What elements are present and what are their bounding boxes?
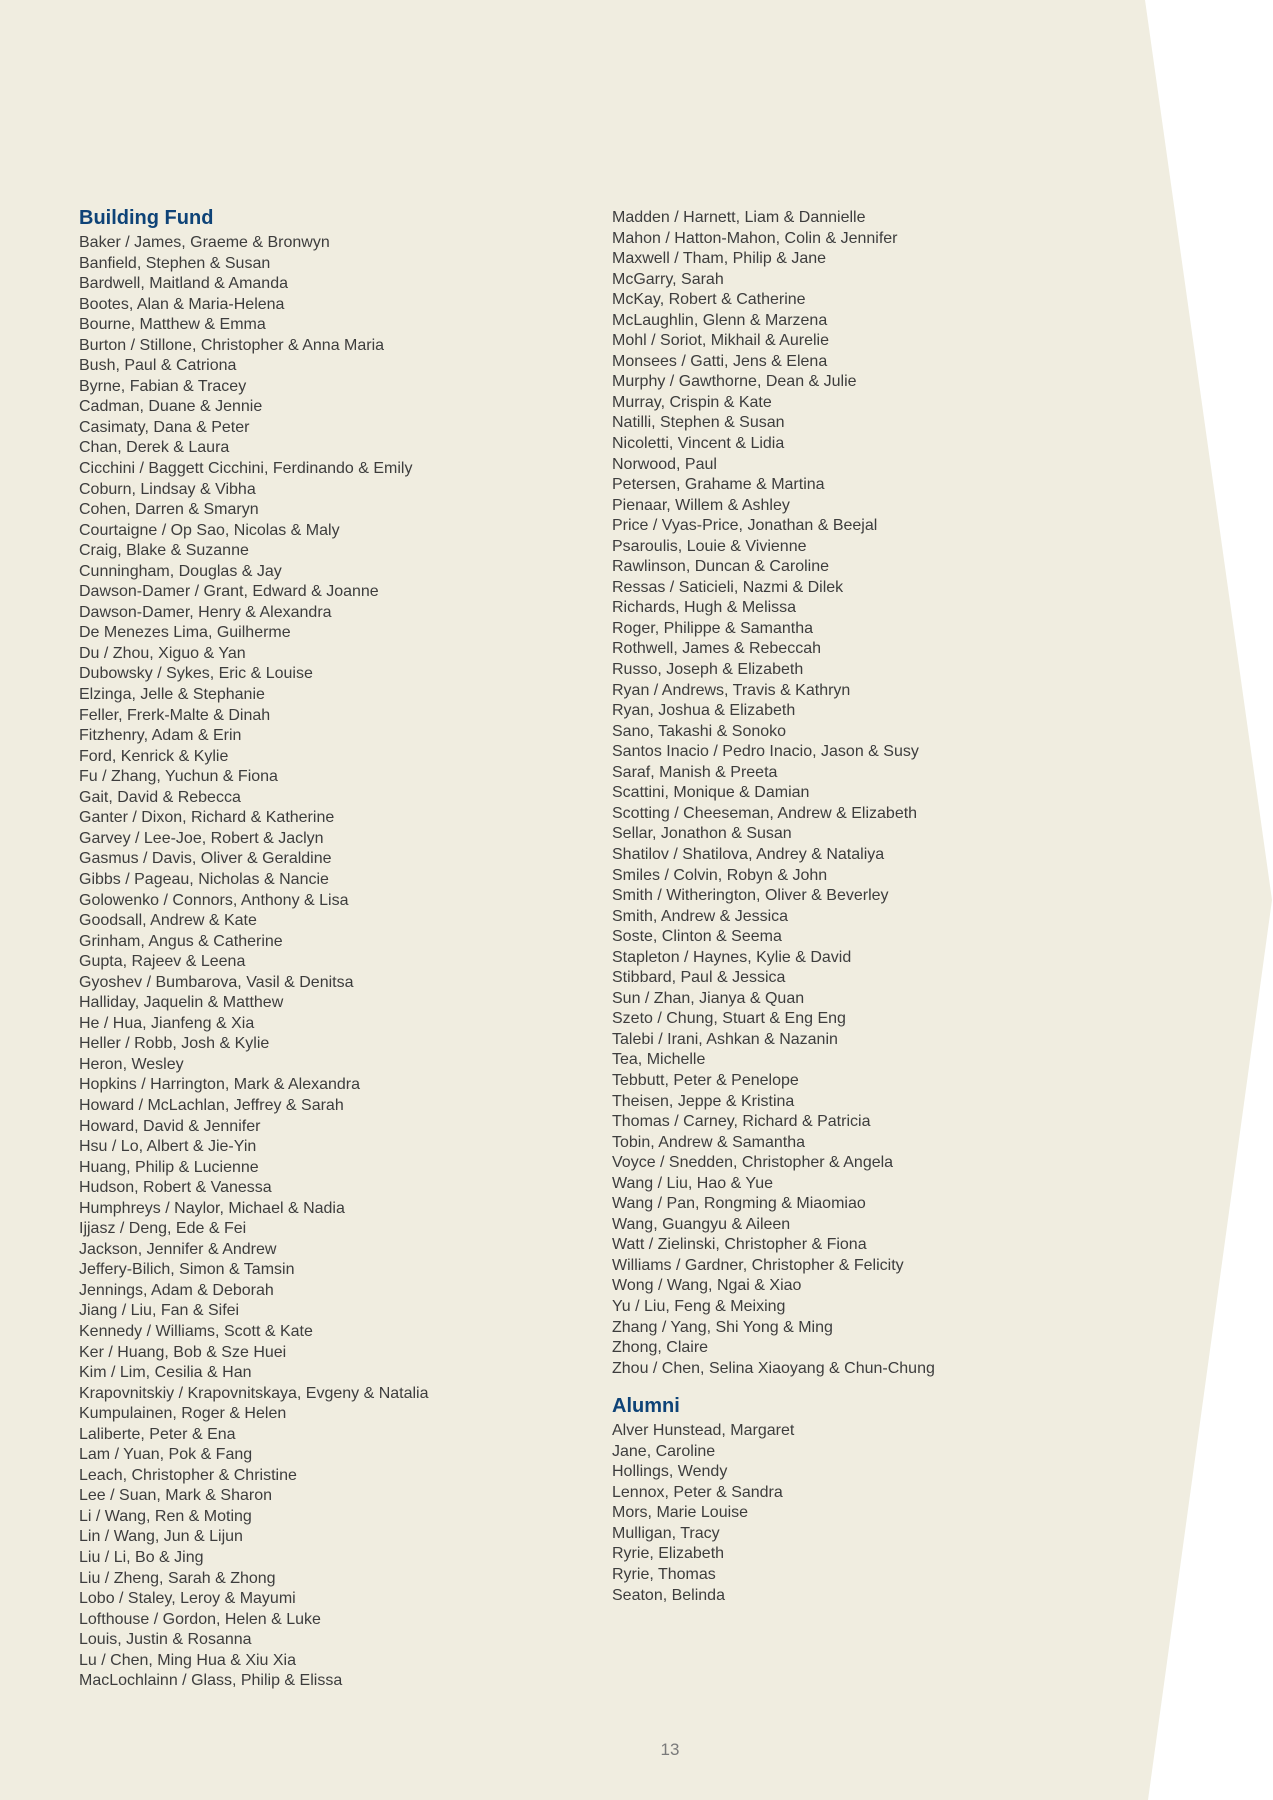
donor-name: Stapleton / Haynes, Kylie & David	[612, 948, 852, 966]
donor-name: Alver Hunstead, Margaret	[612, 1422, 795, 1440]
donor-name: Bootes, Alan & Maria-Helena	[79, 295, 285, 313]
donor-name: Saraf, Manish & Preeta	[612, 763, 778, 781]
donor-name: Smith / Witherington, Oliver & Beverley	[612, 887, 889, 905]
donor-name: Cicchini / Baggett Cicchini, Ferdinando & Emily	[79, 460, 413, 478]
donor-name: Maxwell / Tham, Philip & Jane	[612, 250, 827, 268]
donor-name: Norwood, Paul	[612, 455, 717, 473]
donor-name: Bourne, Matthew & Emma	[79, 316, 266, 334]
donor-name: Humphreys / Naylor, Michael & Nadia	[79, 1199, 345, 1217]
donor-name: Dubowsky / Sykes, Eric & Louise	[79, 665, 313, 683]
donor-name: Ryrie, Elizabeth	[612, 1545, 725, 1563]
donor-name: Casimaty, Dana & Peter	[79, 418, 250, 436]
donor-name: Gyoshev / Bumbarova, Vasil & Denitsa	[79, 973, 354, 991]
donor-name: Chan, Derek & Laura	[79, 439, 230, 457]
donor-name: Williams / Gardner, Christopher & Felicity	[612, 1256, 904, 1274]
donor-name: Lofthouse / Gordon, Helen & Luke	[79, 1610, 321, 1628]
donor-name: Scotting / Cheeseman, Andrew & Elizabeth	[612, 804, 918, 822]
donor-name: Mulligan, Tracy	[612, 1524, 720, 1542]
donor-name: Santos Inacio / Pedro Inacio, Jason & Susy	[612, 743, 919, 761]
donor-name: Hsu / Lo, Albert & Jie-Yin	[79, 1138, 257, 1156]
donor-name: Banfield, Stephen & Susan	[79, 254, 271, 272]
donor-name: Zhou / Chen, Selina Xiaoyang & Chun-Chung	[612, 1359, 935, 1377]
donor-name: Stibbard, Paul & Jessica	[612, 969, 786, 987]
donor-name: Zhong, Claire	[612, 1339, 709, 1357]
donor-name: Petersen, Grahame & Martina	[612, 476, 825, 494]
donor-name: Cadman, Duane & Jennie	[79, 398, 263, 416]
donor-name: Murphy / Gawthorne, Dean & Julie	[612, 373, 857, 391]
donor-name: Kumpulainen, Roger & Helen	[79, 1405, 287, 1423]
donor-name: Price / Vyas-Price, Jonathan & Beejal	[612, 517, 878, 535]
donor-name: Nicoletti, Vincent & Lidia	[612, 435, 785, 453]
building-fund-list-left	[79, 233, 599, 1692]
donor-name: Dawson-Damer / Grant, Edward & Joanne	[79, 583, 379, 601]
donor-name: Craig, Blake & Suzanne	[79, 542, 249, 560]
donor-name: Jiang / Liu, Fan & Sifei	[79, 1302, 240, 1320]
donor-name: Gasmus / Davis, Oliver & Geraldine	[79, 850, 332, 868]
donor-name: Tobin, Andrew & Samantha	[612, 1133, 806, 1151]
donor-name: Yu / Liu, Feng & Meixing	[612, 1297, 786, 1315]
donor-name: Ganter / Dixon, Richard & Katherine	[79, 809, 335, 827]
donor-name: MacLochlainn / Glass, Philip & Elissa	[79, 1672, 343, 1690]
donor-name: Grinham, Angus & Catherine	[79, 932, 283, 950]
donor-name: Jeffery-Bilich, Simon & Tamsin	[79, 1261, 295, 1279]
donor-name: Feller, Frerk-Malte & Dinah	[79, 706, 271, 724]
donor-name: Lobo / Staley, Leroy & Mayumi	[79, 1590, 296, 1608]
donor-name: Russo, Joseph & Elizabeth	[612, 661, 804, 679]
left-column	[79, 205, 599, 1692]
donor-name: Talebi / Irani, Ashkan & Nazanin	[612, 1030, 838, 1048]
donor-name: Liu / Li, Bo & Jing	[79, 1549, 204, 1566]
donor-name: Rawlinson, Duncan & Caroline	[612, 558, 829, 576]
donor-name: Soste, Clinton & Seema	[612, 928, 782, 946]
donor-name: Baker / James, Graeme & Bronwyn	[79, 234, 330, 251]
donor-name: Tea, Michelle	[612, 1051, 706, 1069]
donor-name: Ressas / Saticieli, Nazmi & Dilek	[612, 578, 844, 596]
donor-name: Mahon / Hatton-Mahon, Colin & Jennifer	[612, 229, 898, 247]
donor-name: Natilli, Stephen & Susan	[612, 414, 785, 432]
donor-name: Burton / Stillone, Christopher & Anna Maria	[79, 336, 385, 354]
donor-name: Ker / Huang, Bob & Sze Huei	[79, 1343, 287, 1361]
donor-name: Byrne, Fabian & Tracey	[79, 377, 247, 395]
donor-name: Fitzhenry, Adam & Erin	[79, 727, 242, 745]
donor-name: Dawson-Damer, Henry & Alexandra	[79, 603, 332, 621]
donor-name: Hollings, Wendy	[612, 1463, 728, 1481]
donor-name: Smiles / Colvin, Robyn & John	[612, 866, 828, 884]
donor-name: Laliberte, Peter & Ena	[79, 1425, 236, 1443]
donor-name: Psaroulis, Louie & Vivienne	[612, 537, 807, 555]
donor-name: Rothwell, James & Rebeccah	[612, 640, 821, 658]
donor-name: Roger, Philippe & Samantha	[612, 619, 814, 637]
donor-name: Ryrie, Thomas	[612, 1566, 716, 1583]
donor-name: Seaton, Belinda	[612, 1586, 725, 1604]
donor-name: Gait, David & Rebecca	[79, 788, 241, 806]
donor-name: Heron, Wesley	[79, 1055, 184, 1073]
donor-name: Sellar, Jonathon & Susan	[612, 825, 792, 843]
donor-name: Lam / Yuan, Pok & Fang	[79, 1446, 253, 1464]
alumni-heading: Alumni	[612, 1395, 680, 1418]
donor-name: Sun / Zhan, Jianya & Quan	[612, 989, 805, 1007]
donor-name: McGarry, Sarah	[612, 270, 724, 288]
donor-name: Murray, Crispin & Kate	[612, 393, 772, 411]
donor-name: Madden / Harnett, Liam & Dannielle	[612, 209, 866, 226]
donor-name: Pienaar, Willem & Ashley	[612, 496, 790, 514]
donor-name: Gupta, Rajeev & Leena	[79, 953, 246, 971]
donor-name: Garvey / Lee-Joe, Robert & Jaclyn	[79, 829, 324, 847]
donor-name: Wang / Liu, Hao & Yue	[612, 1174, 773, 1192]
donor-name: Mors, Marie Louise	[612, 1504, 749, 1522]
donor-name: Wong / Wang, Ngai & Xiao	[612, 1277, 802, 1295]
donor-name: Leach, Christopher & Christine	[79, 1466, 297, 1484]
donor-name: He / Hua, Jianfeng & Xia	[79, 1014, 255, 1032]
donor-name: Liu / Zheng, Sarah & Zhong	[79, 1569, 276, 1587]
donor-name: Wang, Guangyu & Aileen	[612, 1215, 791, 1233]
donor-name: Ryan / Andrews, Travis & Kathryn	[612, 681, 851, 699]
donor-name: Courtaigne / Op Sao, Nicolas & Maly	[79, 521, 340, 539]
donor-name: Lee / Suan, Mark & Sharon	[79, 1487, 272, 1505]
building-fund-list-right	[612, 208, 1132, 1379]
donor-name: Fu / Zhang, Yuchun & Fiona	[79, 768, 278, 786]
donor-name: Wang / Pan, Rongming & Miaomiao	[612, 1195, 866, 1213]
donor-name: Heller / Robb, Josh & Kylie	[79, 1035, 270, 1053]
donor-name: Louis, Justin & Rosanna	[79, 1631, 252, 1649]
donor-name: Du / Zhou, Xiguo & Yan	[79, 644, 246, 662]
right-column	[612, 208, 1132, 1606]
donor-name: Huang, Philip & Lucienne	[79, 1158, 259, 1176]
donor-name: Richards, Hugh & Melissa	[612, 599, 797, 617]
donor-name: Cohen, Darren & Smaryn	[79, 501, 259, 519]
donor-name: Ford, Kenrick & Kylie	[79, 747, 229, 765]
donor-name: Thomas / Carney, Richard & Patricia	[612, 1113, 871, 1131]
donor-name: Hopkins / Harrington, Mark & Alexandra	[79, 1076, 361, 1094]
donor-name: Sano, Takashi & Sonoko	[612, 722, 787, 740]
donor-name: Lin / Wang, Jun & Lijun	[79, 1528, 243, 1546]
donor-name: De Menezes Lima, Guilherme	[79, 624, 291, 642]
donor-name: Bush, Paul & Catriona	[79, 357, 237, 375]
donor-name: Ijjasz / Deng, Ede & Fei	[79, 1220, 247, 1238]
donor-name: McKay, Robert & Catherine	[612, 291, 806, 309]
donor-name: Coburn, Lindsay & Vibha	[79, 480, 256, 498]
donor-name: Hudson, Robert & Vanessa	[79, 1179, 272, 1197]
donor-name: Voyce / Snedden, Christopher & Angela	[612, 1154, 894, 1172]
donor-name: Tebbutt, Peter & Penelope	[612, 1071, 799, 1089]
donor-name: Halliday, Jaquelin & Matthew	[79, 994, 284, 1012]
donor-name: Bardwell, Maitland & Amanda	[79, 275, 288, 293]
donor-name: Cunningham, Douglas & Jay	[79, 562, 282, 580]
donor-name: Golowenko / Connors, Anthony & Lisa	[79, 891, 349, 909]
donor-name: Howard, David & Jennifer	[79, 1117, 261, 1135]
donor-name: Zhang / Yang, Shi Yong & Ming	[612, 1318, 833, 1336]
donor-name: Gibbs / Pageau, Nicholas & Nancie	[79, 870, 329, 888]
donor-name: Krapovnitskiy / Krapovnitskaya, Evgeny & Natalia	[79, 1384, 429, 1402]
donor-name: Jackson, Jennifer & Andrew	[79, 1240, 277, 1258]
donor-name: Mohl / Soriot, Mikhail & Aurelie	[612, 332, 829, 350]
donor-name: Theisen, Jeppe & Kristina	[612, 1092, 795, 1110]
donor-name: Kennedy / Williams, Scott & Kate	[79, 1322, 313, 1340]
donor-name: Scattini, Monique & Damian	[612, 784, 810, 802]
donor-name: Goodsall, Andrew & Kate	[79, 912, 257, 930]
donor-name: Lu / Chen, Ming Hua & Xiu Xia	[79, 1651, 297, 1669]
building-fund-heading: Building Fund	[79, 207, 214, 229]
donor-name: Elzinga, Jelle & Stephanie	[79, 686, 265, 704]
donor-name: Jane, Caroline	[612, 1442, 716, 1460]
donor-name: Li / Wang, Ren & Moting	[79, 1507, 252, 1525]
alumni-list	[612, 1421, 1132, 1606]
donor-name: Jennings, Adam & Deborah	[79, 1281, 274, 1299]
page-number: 13	[660, 1740, 680, 1759]
donor-name: Szeto / Chung, Stuart & Eng Eng	[612, 1010, 846, 1028]
donor-name: Lennox, Peter & Sandra	[612, 1483, 783, 1501]
donor-name: McLaughlin, Glenn & Marzena	[612, 311, 828, 329]
donor-name: Watt / Zielinski, Christopher & Fiona	[612, 1236, 867, 1254]
donor-name: Monsees / Gatti, Jens & Elena	[612, 352, 828, 370]
donor-name: Kim / Lim, Cesilia & Han	[79, 1364, 252, 1382]
donor-name: Ryan, Joshua & Elizabeth	[612, 702, 796, 720]
donor-name: Howard / McLachlan, Jeffrey & Sarah	[79, 1096, 344, 1114]
donor-name: Smith, Andrew & Jessica	[612, 907, 789, 925]
donor-name: Shatilov / Shatilova, Andrey & Nataliya	[612, 845, 885, 863]
